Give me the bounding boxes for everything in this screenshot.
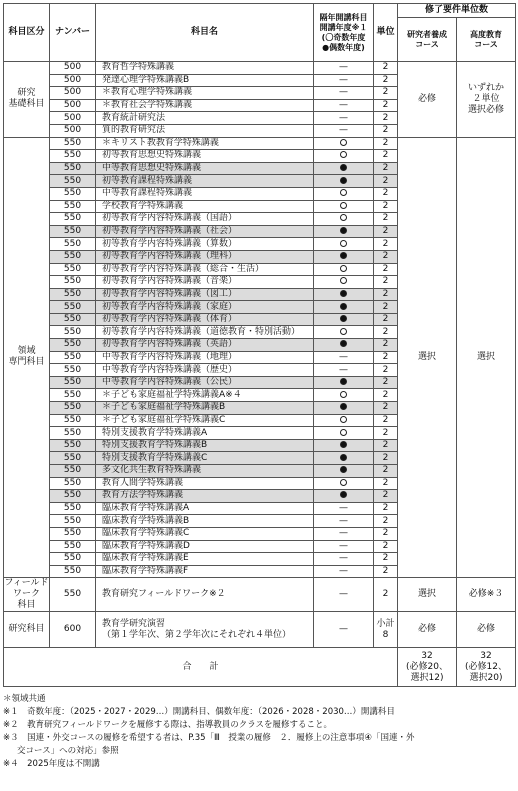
course-number: 550 <box>50 162 96 175</box>
course-number: 550 <box>50 200 96 213</box>
footnote: 交コース」への対応」参照 <box>17 746 119 757</box>
open-circle-icon <box>340 189 347 196</box>
course-name: 教育哲学特殊講義 <box>96 62 314 75</box>
biennial-mark: — <box>314 87 374 100</box>
filled-circle-icon <box>340 164 347 171</box>
research-basic-adv-line2: ２単位 <box>472 93 500 104</box>
fieldwork-number: 550 <box>50 578 96 612</box>
header-biennial-line2: 開講年度※１ <box>319 22 368 32</box>
research-basic-label-line2: 基礎科目 <box>8 99 45 110</box>
course-units: 2 <box>374 263 398 276</box>
course-name: 臨床教育学特殊講義D <box>96 540 314 553</box>
course-name: 質的教育研究法 <box>96 124 314 137</box>
course-units: 2 <box>374 74 398 87</box>
course-units: 2 <box>374 540 398 553</box>
research-researcher-req: 必修 <box>398 612 457 648</box>
course-name: ＊子ども家庭福祉学特殊講義C <box>96 414 314 427</box>
course-name: ＊子ども家庭福祉学特殊講義B <box>96 402 314 415</box>
course-number: 550 <box>50 414 96 427</box>
course-number: 550 <box>50 250 96 263</box>
course-name: 初等教育学内容特殊講義（道徳教育・特別活動） <box>96 326 314 339</box>
course-number: 550 <box>50 490 96 503</box>
open-circle-icon <box>340 240 347 247</box>
research-basic-adv-line1: いずれか <box>468 82 505 93</box>
course-name: 初等教育学内容特殊講義（理科） <box>96 250 314 263</box>
course-number: 550 <box>50 137 96 150</box>
course-rows <box>4 62 516 578</box>
research-category: 研究科目 <box>4 612 50 648</box>
course-number: 550 <box>50 439 96 452</box>
research-advanced-req: 必修 <box>457 612 516 648</box>
biennial-mark <box>314 452 374 465</box>
course-units: 2 <box>374 301 398 314</box>
fieldwork-category <box>4 578 50 612</box>
requirements-document <box>3 3 515 771</box>
course-number: 500 <box>50 124 96 137</box>
domain-advanced-req: 選択 <box>457 137 516 578</box>
course-name: ＊子ども家庭福祉学特殊講義A※４ <box>96 389 314 402</box>
biennial-mark <box>314 427 374 440</box>
course-units: 2 <box>374 414 398 427</box>
header-units: 単位 <box>374 4 398 62</box>
course-number: 500 <box>50 62 96 75</box>
course-number: 550 <box>50 515 96 528</box>
biennial-mark <box>314 162 374 175</box>
course-name: 臨床教育学特殊講義B <box>96 515 314 528</box>
research-units-label: 小計 <box>376 618 395 629</box>
fieldwork-researcher-req: 選択 <box>398 578 457 612</box>
course-name: ＊キリスト教教育学特殊講義 <box>96 137 314 150</box>
course-number: 550 <box>50 540 96 553</box>
biennial-mark <box>314 402 374 415</box>
biennial-mark: — <box>314 99 374 112</box>
course-name: 初等教育思想史特殊講義 <box>96 150 314 163</box>
filled-circle-icon <box>340 340 347 347</box>
biennial-mark: — <box>314 565 374 578</box>
biennial-mark: — <box>314 124 374 137</box>
course-units: 2 <box>374 87 398 100</box>
course-units: 2 <box>374 477 398 490</box>
course-units: 2 <box>374 427 398 440</box>
filled-circle-icon <box>340 227 347 234</box>
biennial-mark <box>314 326 374 339</box>
footnote: ※２ 教育研究フィールドワークを履修する際は、指導教員のクラスを履修すること。 <box>3 720 333 731</box>
filled-circle-icon <box>340 454 347 461</box>
course-name: ＊教育心理学特殊講義 <box>96 87 314 100</box>
filled-circle-icon <box>340 290 347 297</box>
course-units: 2 <box>374 288 398 301</box>
biennial-mark <box>314 414 374 427</box>
course-name: 初等教育学内容特殊講義（英語） <box>96 339 314 352</box>
course-name: 臨床教育学特殊講義F <box>96 565 314 578</box>
course-number: 550 <box>50 452 96 465</box>
open-circle-icon <box>340 139 347 146</box>
course-number: 550 <box>50 288 96 301</box>
course-name: ＊教育社会学特殊講義 <box>96 99 314 112</box>
biennial-mark <box>314 263 374 276</box>
research-course-name <box>96 612 314 648</box>
course-name: 多文化共生教育特殊講義 <box>96 465 314 478</box>
biennial-mark: — <box>314 74 374 87</box>
biennial-mark <box>314 238 374 251</box>
biennial-mark <box>314 137 374 150</box>
open-circle-icon <box>340 151 347 158</box>
biennial-mark: — <box>314 515 374 528</box>
table-row <box>4 137 516 150</box>
course-units: 2 <box>374 200 398 213</box>
open-circle-icon <box>340 202 347 209</box>
course-units: 2 <box>374 276 398 289</box>
course-number: 550 <box>50 238 96 251</box>
header-number: ナンバー <box>50 4 96 62</box>
open-circle-icon <box>340 391 347 398</box>
course-number: 550 <box>50 326 96 339</box>
course-units: 2 <box>374 225 398 238</box>
course-units: 2 <box>374 364 398 377</box>
header-researcher-line2: コース <box>415 39 439 49</box>
course-name: 初等教育学内容特殊講義（家庭） <box>96 301 314 314</box>
biennial-mark <box>314 313 374 326</box>
filled-circle-icon <box>340 252 347 259</box>
biennial-mark: — <box>314 540 374 553</box>
course-name: 中等教育学内容特殊講義（公民） <box>96 376 314 389</box>
biennial-mark <box>314 187 374 200</box>
table-row <box>4 62 516 75</box>
fieldwork-label-line2: ワーク <box>12 589 40 600</box>
footnote: ※４ 2025年度は不開講 <box>3 759 100 770</box>
total-researcher-line3: 選択12) <box>410 672 444 683</box>
fieldwork-mark: — <box>314 578 374 612</box>
course-name: 初等教育学内容特殊講義（音楽） <box>96 276 314 289</box>
filled-circle-icon <box>340 403 347 410</box>
research-mark: — <box>314 612 374 648</box>
open-circle-icon <box>340 214 347 221</box>
course-name: 教育統計研究法 <box>96 112 314 125</box>
footnote: ※１ 奇数年度：（2025・2027・2029…）開講科目、偶数年度：（2026・2028・2030…）開講科目 <box>3 707 395 718</box>
footer-rows <box>4 578 516 687</box>
header-biennial-line3: (〇奇数年度 <box>321 32 366 42</box>
open-circle-icon <box>340 416 347 423</box>
biennial-mark <box>314 250 374 263</box>
course-units: 2 <box>374 175 398 188</box>
course-name: 初等教育学内容特殊講義（図工） <box>96 288 314 301</box>
course-units: 2 <box>374 351 398 364</box>
filled-circle-icon <box>340 378 347 385</box>
course-name: 初等教育学内容特殊講義（総合・生活） <box>96 263 314 276</box>
research-name-line2: （第１学年次、第２学年次にそれぞれ４単位） <box>102 629 292 640</box>
course-units: 2 <box>374 553 398 566</box>
open-circle-icon <box>340 265 347 272</box>
course-number: 500 <box>50 99 96 112</box>
course-units: 2 <box>374 238 398 251</box>
filled-circle-icon <box>340 303 347 310</box>
course-number: 550 <box>50 502 96 515</box>
course-number: 550 <box>50 263 96 276</box>
biennial-mark <box>314 339 374 352</box>
course-units: 2 <box>374 490 398 503</box>
biennial-mark <box>314 389 374 402</box>
course-units: 2 <box>374 502 398 515</box>
course-name: 初等教育学内容特殊講義（算数） <box>96 238 314 251</box>
course-units: 2 <box>374 402 398 415</box>
course-units: 2 <box>374 439 398 452</box>
course-table <box>3 3 516 687</box>
total-advanced-line3: 選択20) <box>469 672 503 683</box>
research-basic-category <box>4 62 50 138</box>
open-circle-icon <box>340 277 347 284</box>
biennial-mark: — <box>314 553 374 566</box>
domain-label-line2: 専門科目 <box>8 357 45 368</box>
course-number: 550 <box>50 225 96 238</box>
biennial-mark <box>314 288 374 301</box>
fieldwork-units: 2 <box>374 578 398 612</box>
header-advanced-line2: コース <box>474 39 498 49</box>
course-units: 2 <box>374 62 398 75</box>
course-units: 2 <box>374 112 398 125</box>
open-circle-icon <box>340 328 347 335</box>
course-units: 2 <box>374 326 398 339</box>
course-units: 2 <box>374 124 398 137</box>
header-biennial-line4: ●偶数年度) <box>322 42 365 52</box>
biennial-mark <box>314 276 374 289</box>
domain-category <box>4 137 50 578</box>
course-name: 特別支援教育学特殊講義A <box>96 427 314 440</box>
course-units: 2 <box>374 250 398 263</box>
total-label: 合 計 <box>4 648 398 687</box>
course-units: 2 <box>374 313 398 326</box>
domain-label-line1: 領域 <box>17 346 36 357</box>
biennial-mark: — <box>314 351 374 364</box>
fieldwork-label-line1: フィールド <box>4 578 49 589</box>
footnotes <box>3 693 515 771</box>
total-advanced <box>457 648 516 687</box>
course-units: 2 <box>374 150 398 163</box>
research-basic-label-line1: 研究 <box>17 88 36 99</box>
biennial-mark: — <box>314 62 374 75</box>
course-name: 初等教育学内容特殊講義（社会） <box>96 225 314 238</box>
course-number: 550 <box>50 276 96 289</box>
course-name: 臨床教育学特殊講義C <box>96 527 314 540</box>
fieldwork-course-name: 教育研究フィールドワーク※２ <box>96 578 314 612</box>
course-name: 発達心理学特殊講義B <box>96 74 314 87</box>
biennial-mark <box>314 301 374 314</box>
header-advanced-course <box>457 18 516 62</box>
total-researcher-line2: (必修20、 <box>406 661 448 672</box>
header-category: 科目区分 <box>4 4 50 62</box>
course-name: 臨床教育学特殊講義A <box>96 502 314 515</box>
course-number: 550 <box>50 477 96 490</box>
research-basic-advanced-req <box>457 62 516 138</box>
research-basic-adv-line3: 選択必修 <box>468 104 505 115</box>
header-researcher-course <box>398 18 457 62</box>
header-advanced-line1: 高度教育 <box>470 29 502 39</box>
biennial-mark <box>314 477 374 490</box>
course-name: 学校教育学特殊講義 <box>96 200 314 213</box>
course-units: 2 <box>374 452 398 465</box>
footnote: ＊領域共通 <box>3 694 46 705</box>
course-name: 特別支援教育学特殊講義C <box>96 452 314 465</box>
filled-circle-icon <box>340 177 347 184</box>
course-number: 550 <box>50 376 96 389</box>
course-units: 2 <box>374 565 398 578</box>
course-units: 2 <box>374 213 398 226</box>
biennial-mark <box>314 376 374 389</box>
course-number: 550 <box>50 150 96 163</box>
course-number: 550 <box>50 175 96 188</box>
course-name: 中等教育思想史特殊講義 <box>96 162 314 175</box>
filled-circle-icon <box>340 491 347 498</box>
biennial-mark <box>314 175 374 188</box>
course-units: 2 <box>374 515 398 528</box>
course-units: 2 <box>374 339 398 352</box>
course-number: 550 <box>50 527 96 540</box>
biennial-mark: — <box>314 112 374 125</box>
course-number: 550 <box>50 213 96 226</box>
biennial-mark: — <box>314 364 374 377</box>
total-researcher <box>398 648 457 687</box>
course-name: 中等教育学内容特殊講義（歴史） <box>96 364 314 377</box>
course-units: 2 <box>374 527 398 540</box>
biennial-mark: — <box>314 527 374 540</box>
course-name: 初等教育課程特殊講義 <box>96 175 314 188</box>
course-units: 2 <box>374 187 398 200</box>
header-course-name: 科目名 <box>96 4 314 62</box>
course-number: 550 <box>50 301 96 314</box>
research-name-line1: 教育学研究演習 <box>102 618 166 629</box>
course-number: 500 <box>50 87 96 100</box>
course-number: 550 <box>50 351 96 364</box>
open-circle-icon <box>340 429 347 436</box>
footnote: ※３ 国連・外交コースの履修を希望する者は、P.35「Ⅲ 授業の履修 ２．履修上の注意事項④「国連・外 <box>3 733 415 744</box>
filled-circle-icon <box>340 441 347 448</box>
biennial-mark <box>314 465 374 478</box>
course-number: 550 <box>50 187 96 200</box>
fieldwork-label-line3: 科目 <box>17 600 36 611</box>
biennial-mark <box>314 200 374 213</box>
course-name: 初等教育学内容特殊講義（体育） <box>96 313 314 326</box>
research-number: 600 <box>50 612 96 648</box>
course-name: 教育人間学特殊講義 <box>96 477 314 490</box>
biennial-mark <box>314 225 374 238</box>
fieldwork-advanced-req: 必修※３ <box>457 578 516 612</box>
course-name: 特別支援教育学特殊講義B <box>96 439 314 452</box>
course-units: 2 <box>374 99 398 112</box>
course-number: 550 <box>50 389 96 402</box>
course-number: 550 <box>50 565 96 578</box>
biennial-mark: — <box>314 502 374 515</box>
biennial-mark <box>314 150 374 163</box>
biennial-mark <box>314 439 374 452</box>
filled-circle-icon <box>340 315 347 322</box>
total-advanced-line1: 32 <box>480 650 492 661</box>
course-number: 550 <box>50 339 96 352</box>
course-number: 550 <box>50 553 96 566</box>
course-name: 教育方法学特殊講義 <box>96 490 314 503</box>
header-biennial <box>314 4 374 62</box>
total-advanced-line2: (必修12、 <box>465 661 507 672</box>
total-researcher-line1: 32 <box>421 650 433 661</box>
course-number: 550 <box>50 465 96 478</box>
biennial-mark <box>314 490 374 503</box>
course-units: 2 <box>374 376 398 389</box>
course-number: 550 <box>50 402 96 415</box>
course-name: 臨床教育学特殊講義E <box>96 553 314 566</box>
course-number: 550 <box>50 313 96 326</box>
course-number: 550 <box>50 427 96 440</box>
course-number: 500 <box>50 112 96 125</box>
course-units: 2 <box>374 162 398 175</box>
course-units: 2 <box>374 137 398 150</box>
research-units <box>374 612 398 648</box>
biennial-mark <box>314 213 374 226</box>
course-units: 2 <box>374 389 398 402</box>
course-name: 中等教育学内容特殊講義（地理） <box>96 351 314 364</box>
filled-circle-icon <box>340 466 347 473</box>
domain-researcher-req: 選択 <box>398 137 457 578</box>
course-name: 中等教育課程特殊講義 <box>96 187 314 200</box>
research-units-value: 8 <box>382 629 389 640</box>
course-number: 500 <box>50 74 96 87</box>
header-requirement: 修了要件単位数 <box>398 4 516 18</box>
course-number: 550 <box>50 364 96 377</box>
open-circle-icon <box>340 479 347 486</box>
header-researcher-line1: 研究者養成 <box>407 29 447 39</box>
research-basic-researcher-req: 必修 <box>398 62 457 138</box>
header-biennial-line1: 隔年開講科目 <box>319 12 368 22</box>
course-name: 初等教育学内容特殊講義（国語） <box>96 213 314 226</box>
course-units: 2 <box>374 465 398 478</box>
